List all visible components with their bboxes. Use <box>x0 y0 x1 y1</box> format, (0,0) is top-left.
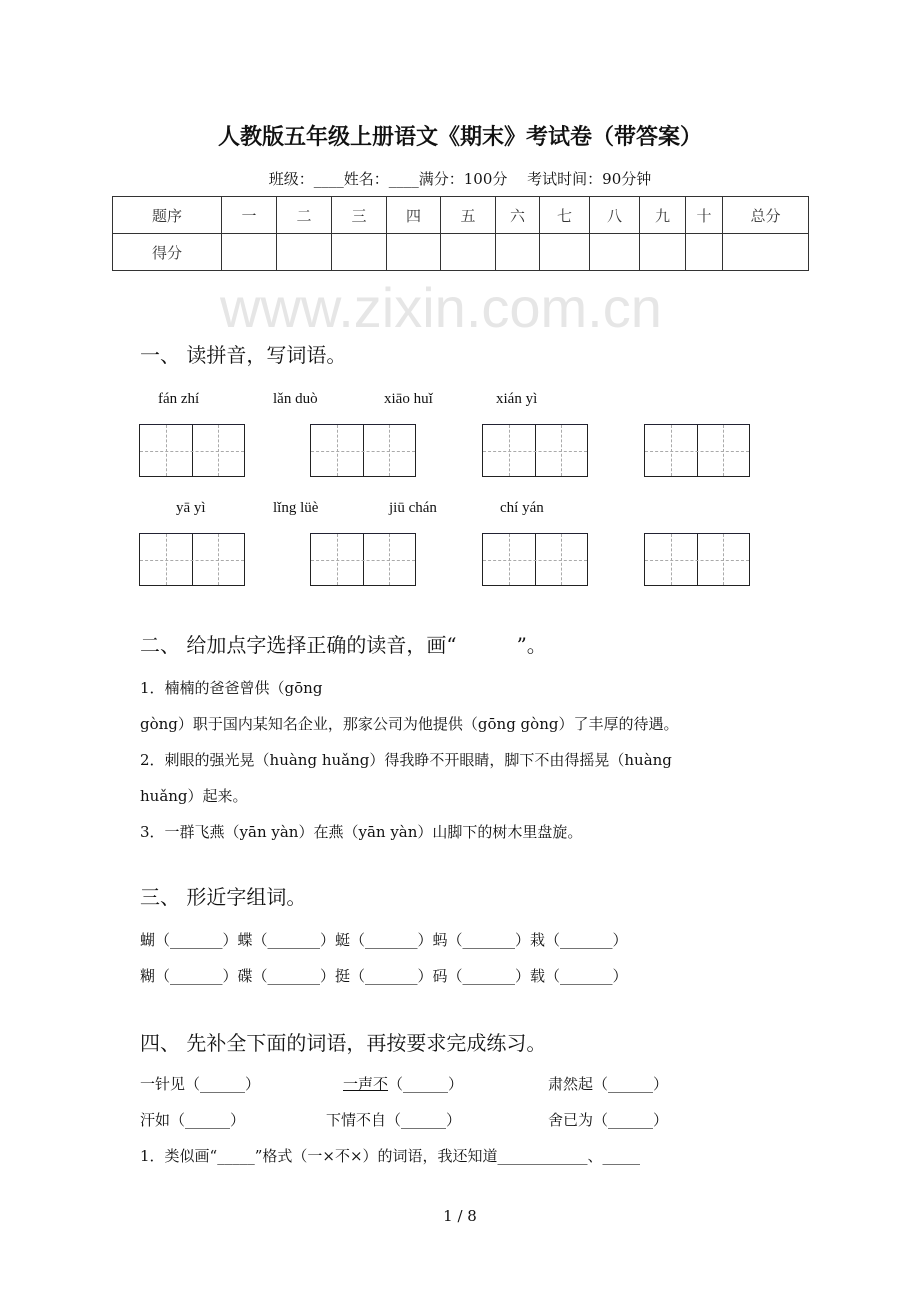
question-line: 3．一群飞燕（yān yàn）在燕（yān yàn）山脚下的树木里盘旋。 <box>140 823 583 841</box>
idiom-item: 汗如（______） <box>140 1111 246 1129</box>
pinyin: xián yì <box>496 391 538 407</box>
question-line: 1．类似画“_____”格式（一×不×）的词语，我还知道____________、_____ <box>140 1147 641 1165</box>
table-cell: 题序 <box>113 197 222 234</box>
question-line: 2．刺眼的强光晃（huàng huǎng）得我睁不开眼睛，脚下不由得摇晃（huàng <box>140 751 672 769</box>
score-cell[interactable] <box>590 234 640 271</box>
table-cell: 四 <box>387 197 441 234</box>
score-cell[interactable] <box>686 234 723 271</box>
score-cell[interactable] <box>222 234 277 271</box>
idiom-blank: （______） <box>388 1075 464 1093</box>
pinyin: yā yì <box>176 500 206 516</box>
watermark: www.zixin.com.cn <box>220 276 662 339</box>
page-number: 1 / 8 <box>443 1207 477 1225</box>
score-cell[interactable] <box>441 234 496 271</box>
table-cell: 九 <box>640 197 686 234</box>
pinyin: chí yán <box>500 500 544 516</box>
score-cell[interactable] <box>640 234 686 271</box>
score-cell[interactable] <box>387 234 441 271</box>
table-cell: 总分 <box>723 197 809 234</box>
pinyin: jiū chán <box>389 500 437 516</box>
table-header-row <box>113 197 809 234</box>
section-3-heading: 三、 形近字组词。 <box>140 885 307 909</box>
score-cell[interactable] <box>540 234 590 271</box>
score-cell[interactable] <box>723 234 809 271</box>
idiom-item: 舍已为（______） <box>548 1111 669 1129</box>
table-cell: 六 <box>496 197 540 234</box>
idiom-item: 下情不自（______） <box>326 1111 462 1129</box>
writing-grid[interactable] <box>482 533 588 586</box>
pinyin: lǐng lüè <box>273 500 319 516</box>
pinyin: fán zhí <box>158 391 200 407</box>
pinyin: xiāo huǐ <box>384 391 433 407</box>
table-cell: 七 <box>540 197 590 234</box>
table-cell: 十 <box>686 197 723 234</box>
writing-grid[interactable] <box>139 533 245 586</box>
table-cell: 二 <box>277 197 332 234</box>
idiom-underlined: 一声不 <box>343 1075 389 1093</box>
student-info-line: 班级：____姓名：____满分：100分 考试时间：90分钟 <box>268 170 652 188</box>
question-line: gòng）职于国内某知名企业，那家公司为他提供（gōng gòng）了丰厚的待遇。 <box>140 715 679 733</box>
score-cell[interactable] <box>496 234 540 271</box>
section-1-heading: 一、 读拼音，写词语。 <box>140 343 347 367</box>
word-row: 糊（_______）碟（_______）挺（_______）码（_______）载（_______） <box>140 967 628 985</box>
pinyin: lǎn duò <box>273 391 318 407</box>
score-table <box>112 196 809 271</box>
idiom-item: 一针见（______） <box>140 1075 261 1093</box>
page-title: 人教版五年级上册语文《期末》考试卷（带答案） <box>217 125 702 150</box>
score-cell[interactable] <box>277 234 332 271</box>
section-4-heading: 四、 先补全下面的词语，再按要求完成练习。 <box>140 1031 547 1055</box>
writing-grid[interactable] <box>310 424 416 477</box>
writing-grid[interactable] <box>482 424 588 477</box>
writing-grid[interactable] <box>139 424 245 477</box>
section-2-heading: 二、 给加点字选择正确的读音，画“ ”。 <box>140 633 547 657</box>
writing-grid[interactable] <box>644 533 750 586</box>
writing-grid[interactable] <box>310 533 416 586</box>
table-cell: 五 <box>441 197 496 234</box>
score-cell[interactable] <box>332 234 387 271</box>
table-cell: 一 <box>222 197 277 234</box>
writing-grid[interactable] <box>644 424 750 477</box>
table-cell: 得分 <box>113 234 222 271</box>
question-line: huǎng）起来。 <box>140 787 248 805</box>
table-cell: 三 <box>332 197 387 234</box>
word-row: 蝴（_______）蝶（_______）蜓（_______）蚂（_______）栽（_______） <box>140 931 628 949</box>
question-line: 1．楠楠的爸爸曾供（gōng <box>140 679 323 697</box>
idiom-item <box>343 1074 463 1094</box>
table-score-row <box>113 234 809 271</box>
table-cell: 八 <box>590 197 640 234</box>
idiom-item: 肃然起（______） <box>548 1075 669 1093</box>
